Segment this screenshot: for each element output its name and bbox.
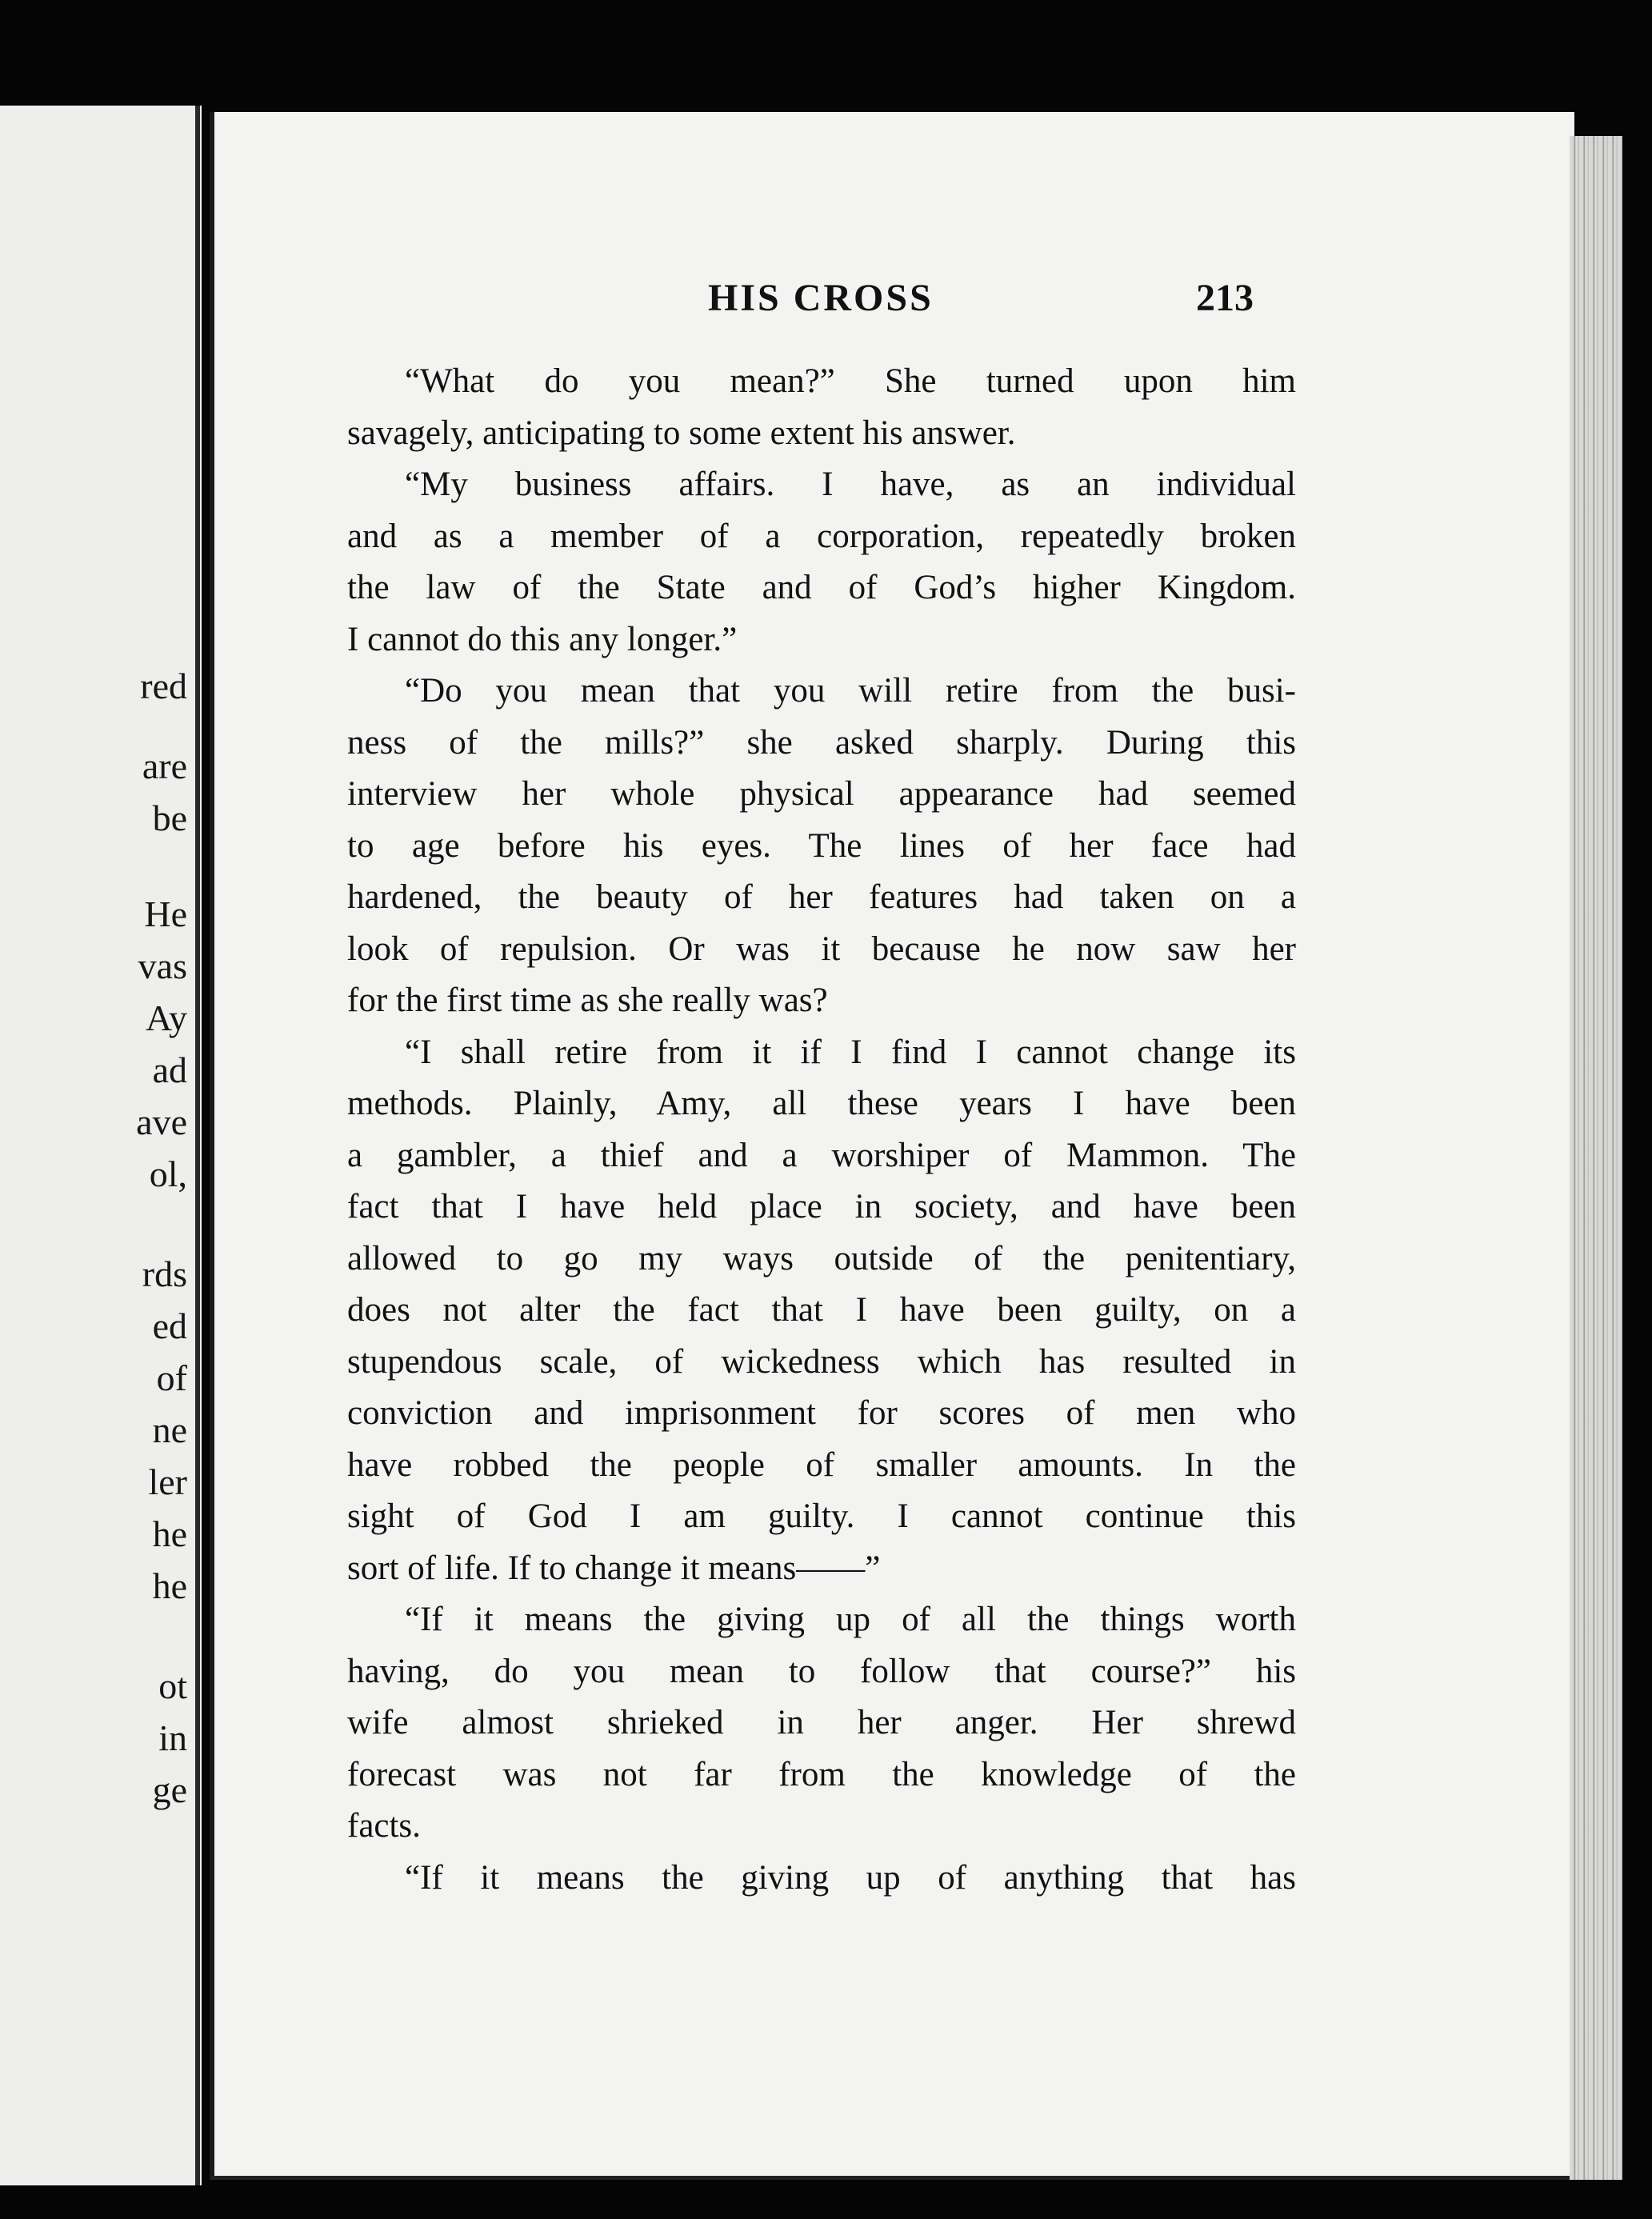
text-line: “I shall retire from it if I find I cannot change its [405, 1033, 1296, 1071]
text-line: fact that I have held place in society, and have been [347, 1188, 1296, 1225]
page-edges [1570, 136, 1622, 2180]
running-title: HIS CROSS [708, 277, 934, 319]
previous-page-fragment: ler [148, 1461, 187, 1502]
text-line: and as a member of a corporation, repeatedly broken [347, 517, 1296, 555]
text-line: interview her whole physical appearance had seemed [347, 775, 1296, 813]
gutter-shadow [195, 106, 200, 2185]
previous-page-fragment: ad [152, 1050, 187, 1090]
body-text [347, 356, 1296, 1904]
text-line: allowed to go my ways outside of the penitentiary, [347, 1239, 1296, 1277]
previous-page-fragment: in [158, 1717, 187, 1758]
previous-page-fragment: red [140, 666, 187, 706]
running-head [0, 276, 1652, 332]
previous-page-fragment: ne [152, 1409, 187, 1450]
text-line: “If it means the giving up of all the things worth [405, 1601, 1296, 1638]
text-line: forecast was not far from the knowledge of the [347, 1755, 1296, 1793]
text-line: hardened, the beauty of her features had taken on a [347, 878, 1296, 916]
previous-page-fragment: ge [152, 1769, 187, 1810]
text-line: “Do you mean that you will retire from the busi- [405, 672, 1296, 710]
previous-page-fragment: be [152, 798, 187, 838]
text-line: facts. [347, 1807, 421, 1845]
text-line: the law of the State and of God’s higher Kingdom. [347, 569, 1296, 606]
previous-page-fragment: of [156, 1357, 187, 1398]
text-line: a gambler, a thief and a worshiper of Mammon. The [347, 1136, 1296, 1174]
previous-page-fragment: ed [152, 1305, 187, 1346]
previous-page-fragment: he [152, 1513, 187, 1554]
text-line: look of repulsion. Or was it because he now saw her [347, 930, 1296, 968]
text-line: “What do you mean?” She turned upon him [405, 362, 1296, 400]
text-line: stupendous scale, of wickedness which has resulted in [347, 1342, 1296, 1381]
previous-page-fragment: vas [138, 946, 187, 986]
text-line: “My business affairs. I have, as an individual [405, 466, 1296, 503]
previous-page-fragment: He [144, 894, 187, 934]
text-line: “If it means the giving up of anything that has [405, 1858, 1296, 1897]
previous-page-fragment: ol, [149, 1153, 187, 1194]
text-line: ness of the mills?” she asked sharply. During this [347, 723, 1296, 762]
text-line: have robbed the people of smaller amounts. In the [347, 1445, 1296, 1484]
text-line: wife almost shrieked in her anger. Her shrewd [347, 1704, 1296, 1741]
text-line: methods. Plainly, Amy, all these years I have been [347, 1085, 1296, 1122]
text-line: sort of life. If to change it means——” [347, 1549, 881, 1587]
text-line: sight of God I am guilty. I cannot continue this [347, 1497, 1296, 1535]
previous-page-fragment: ave [136, 1102, 187, 1142]
text-line: I cannot do this any longer.” [347, 620, 738, 658]
previous-page-fragment: are [142, 746, 187, 786]
previous-page-fragment: he [152, 1565, 187, 1606]
text-line: having, do you mean to follow that course?” his [347, 1652, 1296, 1690]
text-line: to age before his eyes. The lines of her face had [347, 826, 1296, 865]
previous-page-fragment: rds [142, 1253, 187, 1294]
previous-page-fragment: Ay [146, 998, 187, 1038]
text-line: does not alter the fact that I have been guilty, on a [347, 1291, 1296, 1329]
text-line: for the first time as she really was? [347, 982, 828, 1019]
previous-page [0, 106, 202, 2185]
text-line: conviction and imprisonment for scores of men who [347, 1394, 1296, 1432]
previous-page-fragment: ot [158, 1665, 187, 1706]
page-number: 213 [1196, 277, 1254, 319]
text-line: savagely, anticipating to some extent his answer. [347, 414, 1016, 452]
